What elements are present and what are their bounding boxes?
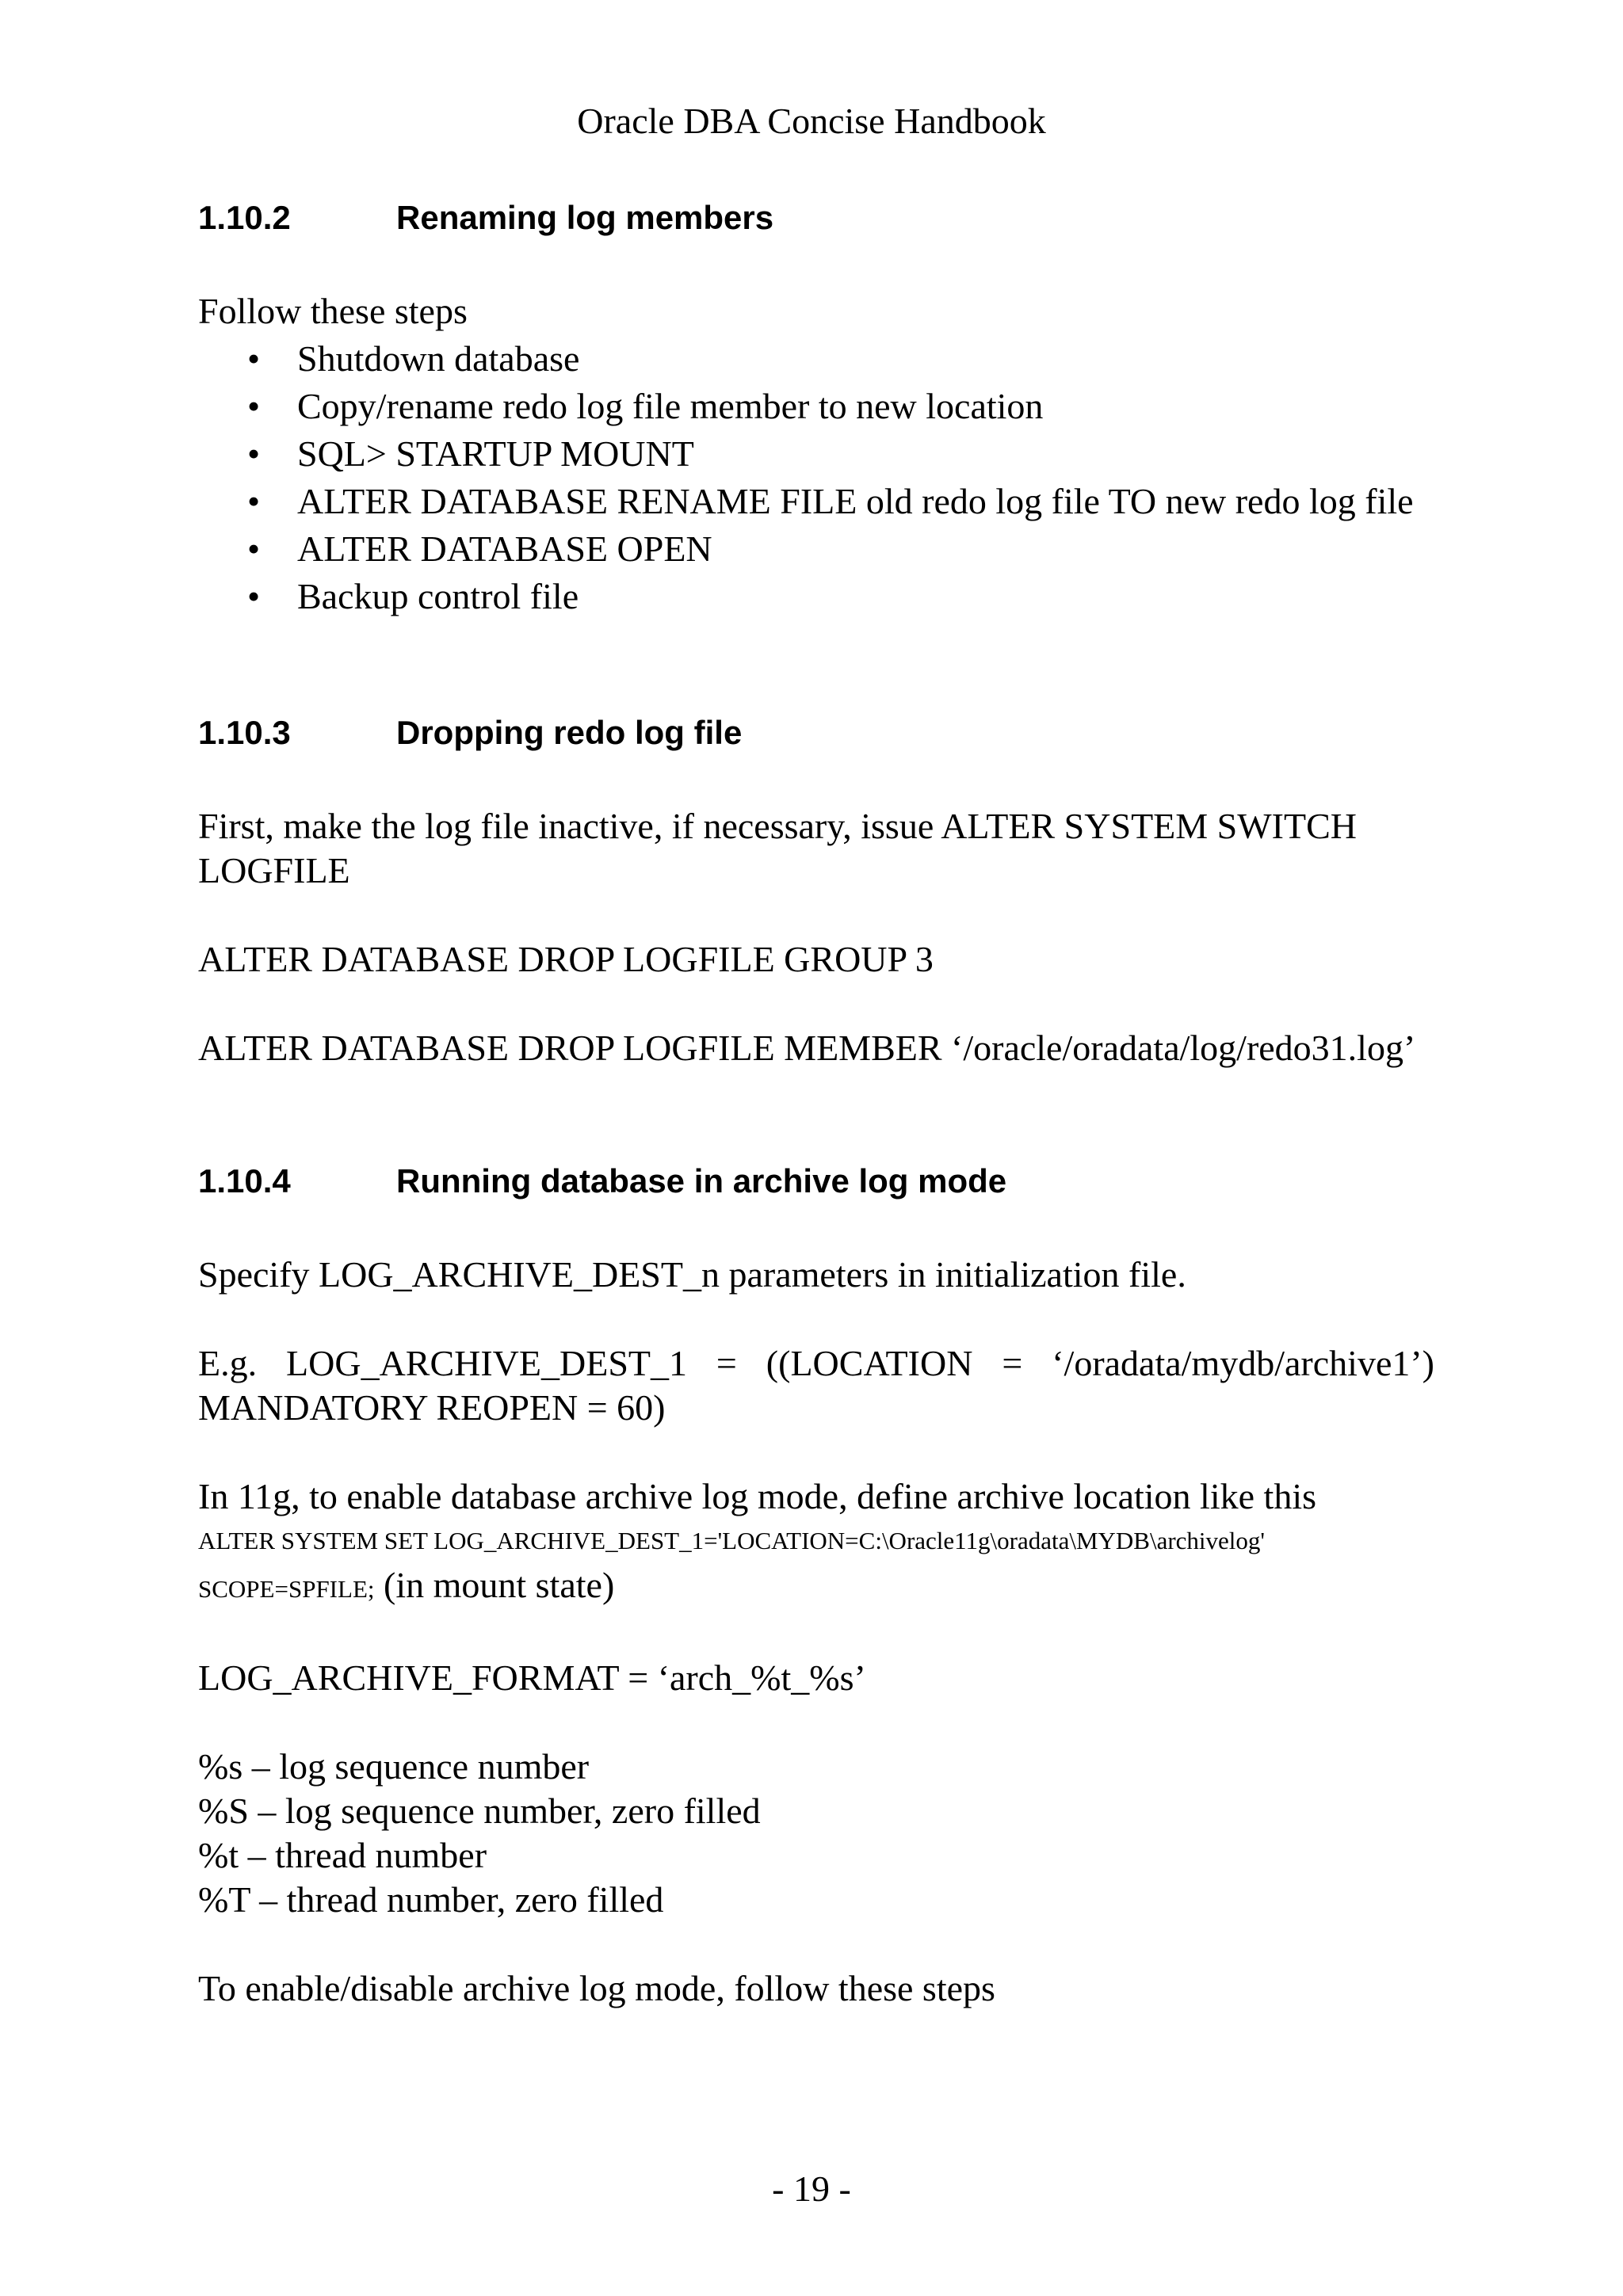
list-item xyxy=(198,479,1434,524)
paragraph: To enable/disable archive log mode, follow these steps xyxy=(198,1968,995,2008)
running-header: Oracle DBA Concise Handbook xyxy=(577,101,1046,141)
paragraph: E.g. LOG_ARCHIVE_DEST_1 = ((LOCATION = ‘/oradata/mydb/archive1’) MANDATORY REOPEN = 60) xyxy=(198,1343,1434,1428)
code-note: (in mount state) xyxy=(374,1565,615,1605)
format-code: %t – thread number xyxy=(198,1835,487,1875)
paragraph: ALTER DATABASE DROP LOGFILE MEMBER ‘/oracle/oradata/log/redo31.log’ xyxy=(198,1028,1416,1068)
bullet-icon: • xyxy=(247,433,261,474)
section-heading-1-10-4 xyxy=(198,1158,1434,1205)
paragraph: Specify LOG_ARCHIVE_DEST_n parameters in initialization file. xyxy=(198,1254,1186,1295)
list-item-text: SQL> STARTUP MOUNT xyxy=(297,433,694,474)
section-title: Dropping redo log file xyxy=(396,714,743,751)
steps-list xyxy=(198,337,1434,619)
bullet-icon: • xyxy=(247,338,261,379)
list-item xyxy=(198,337,1434,381)
section-title: Renaming log members xyxy=(396,199,774,236)
list-item xyxy=(198,384,1434,429)
bullet-icon: • xyxy=(247,386,261,426)
paragraph: LOG_ARCHIVE_FORMAT = ‘arch_%t_%s’ xyxy=(198,1657,866,1698)
code-line: ALTER SYSTEM SET LOG_ARCHIVE_DEST_1='LOCATION=C:\Oracle11g\oradata\MYDB\archivelog' xyxy=(198,1527,1265,1554)
list-item-text: ALTER DATABASE OPEN xyxy=(297,528,712,569)
code-line-with-note xyxy=(198,1563,1434,1611)
section-number: 1.10.4 xyxy=(198,1162,291,1199)
section-heading-1-10-3 xyxy=(198,709,1434,757)
code-text: SCOPE=SPFILE; xyxy=(198,1575,375,1603)
section-title: Running database in archive log mode xyxy=(396,1162,1007,1199)
page-number: - 19 - xyxy=(772,2168,851,2209)
bullet-icon: • xyxy=(247,528,261,569)
paragraph: In 11g, to enable database archive log mode, define archive location like this xyxy=(198,1476,1316,1516)
format-code: %T – thread number, zero filled xyxy=(198,1879,664,1920)
format-code: %s – log sequence number xyxy=(198,1746,590,1787)
list-item xyxy=(198,527,1434,571)
steps-intro: Follow these steps xyxy=(198,291,468,331)
bullet-icon: • xyxy=(247,481,261,521)
section-heading-1-10-2 xyxy=(198,194,1434,242)
paragraph: First, make the log file inactive, if necessary, issue ALTER SYSTEM SWITCH LOGFILE xyxy=(198,806,1357,891)
list-item-text: Copy/rename redo log file member to new location xyxy=(297,386,1044,426)
section-number: 1.10.2 xyxy=(198,199,291,236)
format-code: %S – log sequence number, zero filled xyxy=(198,1791,761,1831)
list-item-text: ALTER DATABASE RENAME FILE old redo log file TO new redo log file xyxy=(297,481,1414,521)
page-content xyxy=(198,194,1434,2011)
list-item-text: Shutdown database xyxy=(297,338,580,379)
list-item xyxy=(198,574,1434,619)
paragraph: ALTER DATABASE DROP LOGFILE GROUP 3 xyxy=(198,939,934,979)
list-item-text: Backup control file xyxy=(297,576,579,616)
bullet-icon: • xyxy=(247,576,261,616)
list-item xyxy=(198,432,1434,476)
section-number: 1.10.3 xyxy=(198,714,291,751)
